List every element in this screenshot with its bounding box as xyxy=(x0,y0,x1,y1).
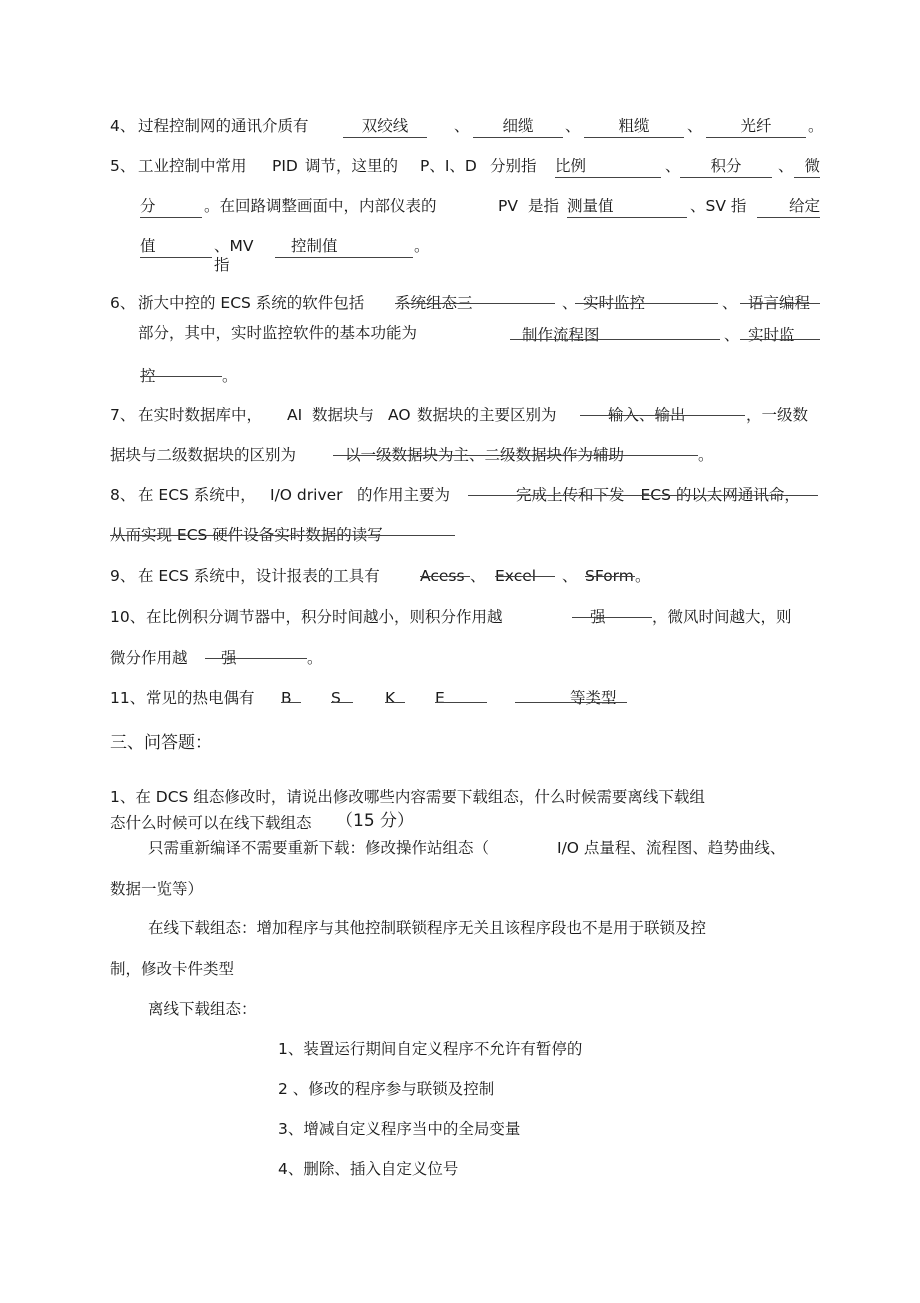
q6-answer-4: 制作流程图 xyxy=(510,325,720,345)
q11-answer-5: 等类型 xyxy=(515,688,627,708)
q5-pid: PID xyxy=(272,157,298,175)
qa1-para-1c: 数据一览等） xyxy=(110,880,204,898)
q10-answer-2: 强 xyxy=(205,648,307,668)
q10-text-1: 在比例积分调节器中，积分时间越小，则积分作用越 xyxy=(146,608,503,626)
q6-text-2: 部分，其中，实时监控软件的基本功能为 xyxy=(138,324,418,342)
q9-end: 。 xyxy=(635,567,651,585)
qa1-item: 2 、修改的程序参与联锁及控制 xyxy=(278,1080,495,1098)
q9-sep-1: 、 xyxy=(470,567,486,585)
q6-answer-2: 实时监控 xyxy=(575,293,718,313)
q4-answer-3: 粗缆 xyxy=(584,116,684,138)
q6-sep-2: 、 xyxy=(722,294,738,312)
q6-sep-3: 、 xyxy=(724,326,740,344)
q6-answer-5a: 实时监 xyxy=(740,325,820,345)
q4-answer-4: 光纤 xyxy=(706,116,806,138)
q4-end: 。 xyxy=(808,117,824,135)
q10-answer-1: 强 xyxy=(572,607,652,627)
q5-end: 。 xyxy=(414,237,430,255)
q7-text-3: 数据块的主要区别为 xyxy=(417,406,557,424)
q7-ao: AO xyxy=(388,406,411,424)
q8-text-2: 的作用主要为 xyxy=(357,486,451,504)
qa1-line-2: 态什么时候可以在线下载组态 xyxy=(110,814,312,832)
q6-number: 6、 xyxy=(110,294,136,312)
q5-answer-4: 测量值 xyxy=(567,196,687,218)
q8-text-1: 在 ECS 系统中， xyxy=(138,486,256,504)
q4-answer-2: 细缆 xyxy=(473,116,563,138)
q9-number: 9、 xyxy=(110,567,136,585)
q5-answer-5a: 给定 xyxy=(757,196,820,218)
qa1-item: 1、装置运行期间自定义程序不允许有暂停的 xyxy=(278,1040,583,1058)
qa1-para-2b: 制，修改卡件类型 xyxy=(110,960,235,978)
q11-text-1: 常见的热电偶有 xyxy=(146,689,255,707)
qa1-line-1: 1、在 DCS 组态修改时，请说出修改哪些内容需要下载组态，什么时候需要离线下载组 xyxy=(110,788,705,806)
q5-pid-letters: P、I、D xyxy=(420,157,477,175)
q8-answer-1: 完成上传和下发 ECS 的以太网通讯命， xyxy=(468,485,818,505)
q8-io-driver: I/O driver xyxy=(270,486,343,504)
q7-text-4: ，一级数 xyxy=(746,406,809,424)
q6-sep-1: 、 xyxy=(562,294,578,312)
q5-mv: 、MV xyxy=(214,237,254,255)
q11-answer-4: E xyxy=(435,688,487,708)
q9-answer-2: Excel xyxy=(495,566,555,586)
q5-answer-3a: 微 xyxy=(794,156,820,178)
q7-end: 。 xyxy=(698,446,714,464)
q8-number: 8、 xyxy=(110,486,136,504)
q6-answer-1: 系统组态三 xyxy=(395,293,555,313)
q5-answer-3b: 分 xyxy=(140,196,202,218)
q9-answer-3: SForm xyxy=(585,567,634,585)
qa1-item: 3、增减自定义程序当中的全局变量 xyxy=(278,1120,521,1138)
q6-text-1: 浙大中控的 ECS 系统的软件包括 xyxy=(138,294,365,312)
qa1-score: （15 分） xyxy=(336,811,415,831)
q5-answer-5b: 值 xyxy=(140,236,212,258)
q10-number: 10、 xyxy=(110,608,146,626)
q7-text-2: 数据块与 xyxy=(312,406,375,424)
q5-mv-zhi: 指 xyxy=(214,256,230,274)
q5-text-4: 。在回路调整画面中，内部仪表的 xyxy=(204,197,437,215)
qa1-item: 4、删除、插入自定义位号 xyxy=(278,1160,459,1178)
q6-answer-5b: 控 xyxy=(140,366,222,386)
q4-number: 4、 xyxy=(110,117,136,135)
q7-text-5: 据块与二级数据块的区别为 xyxy=(110,446,297,464)
q5-sv: 、SV 指 xyxy=(690,197,747,215)
q4-text: 过程控制网的通讯介质有 xyxy=(138,117,309,135)
qa1-para-1a: 只需重新编译不需要重新下载：修改操作站组态（ xyxy=(148,839,490,857)
q10-text-2: ，微风时间越大，则 xyxy=(652,608,792,626)
q5-text-1: 工业控制中常用 xyxy=(138,157,247,175)
q9-sep-2: 、 xyxy=(562,567,578,585)
q5-answer-6: 控制值 xyxy=(275,236,413,258)
q7-text-1: 在实时数据库中， xyxy=(138,406,263,424)
q7-answer-2: 以一级数据块为主、二级数据块作为辅助 xyxy=(333,445,698,465)
q7-ai: AI xyxy=(287,406,303,424)
q10-text-3: 微分作用越 xyxy=(110,649,188,667)
q9-answer-1: Acess xyxy=(420,566,470,586)
qa1-para-2a: 在线下载组态：增加程序与其他控制联锁程序无关且该程序段也不是用于联锁及控 xyxy=(148,919,707,937)
qa1-para-1b: I/O 点量程、流程图、趋势曲线、 xyxy=(557,839,786,857)
q4-sep-3: 、 xyxy=(687,117,703,135)
q5-text-2: 调节，这里的 xyxy=(305,157,399,175)
q5-text-5: 是指 xyxy=(528,197,560,215)
q4-sep-1: 、 xyxy=(454,117,470,135)
q11-answer-2: S xyxy=(331,688,353,708)
q4-sep-2: 、 xyxy=(565,117,581,135)
q5-pv: PV xyxy=(498,197,518,215)
q11-answer-3: K xyxy=(385,688,405,708)
q7-answer-1: 输入、输出 xyxy=(580,405,745,425)
q9-text-1: 在 ECS 系统中，设计报表的工具有 xyxy=(138,567,380,585)
q8-answer-2: 从而实现 ECS 硬件设备实时数据的读写 xyxy=(110,525,455,545)
q6-answer-3: 语言编程 xyxy=(740,293,820,313)
q5-answer-1: 比例 xyxy=(555,156,661,178)
qa1-para-3: 离线下载组态： xyxy=(148,1000,257,1018)
q7-number: 7、 xyxy=(110,406,136,424)
q6-end: 。 xyxy=(222,367,238,385)
q5-text-3: 分别指 xyxy=(490,157,537,175)
q5-answer-2: 积分 xyxy=(680,156,772,178)
q4-answer-1: 双绞线 xyxy=(343,116,427,138)
q5-number: 5、 xyxy=(110,157,136,175)
q5-sep-2: 、 xyxy=(778,157,794,175)
q11-answer-1: B xyxy=(281,688,301,708)
q11-number: 11、 xyxy=(110,689,146,707)
q10-end: 。 xyxy=(307,649,323,667)
q5-sep-1: 、 xyxy=(665,157,681,175)
section-3-heading: 三、问答题： xyxy=(110,733,212,753)
